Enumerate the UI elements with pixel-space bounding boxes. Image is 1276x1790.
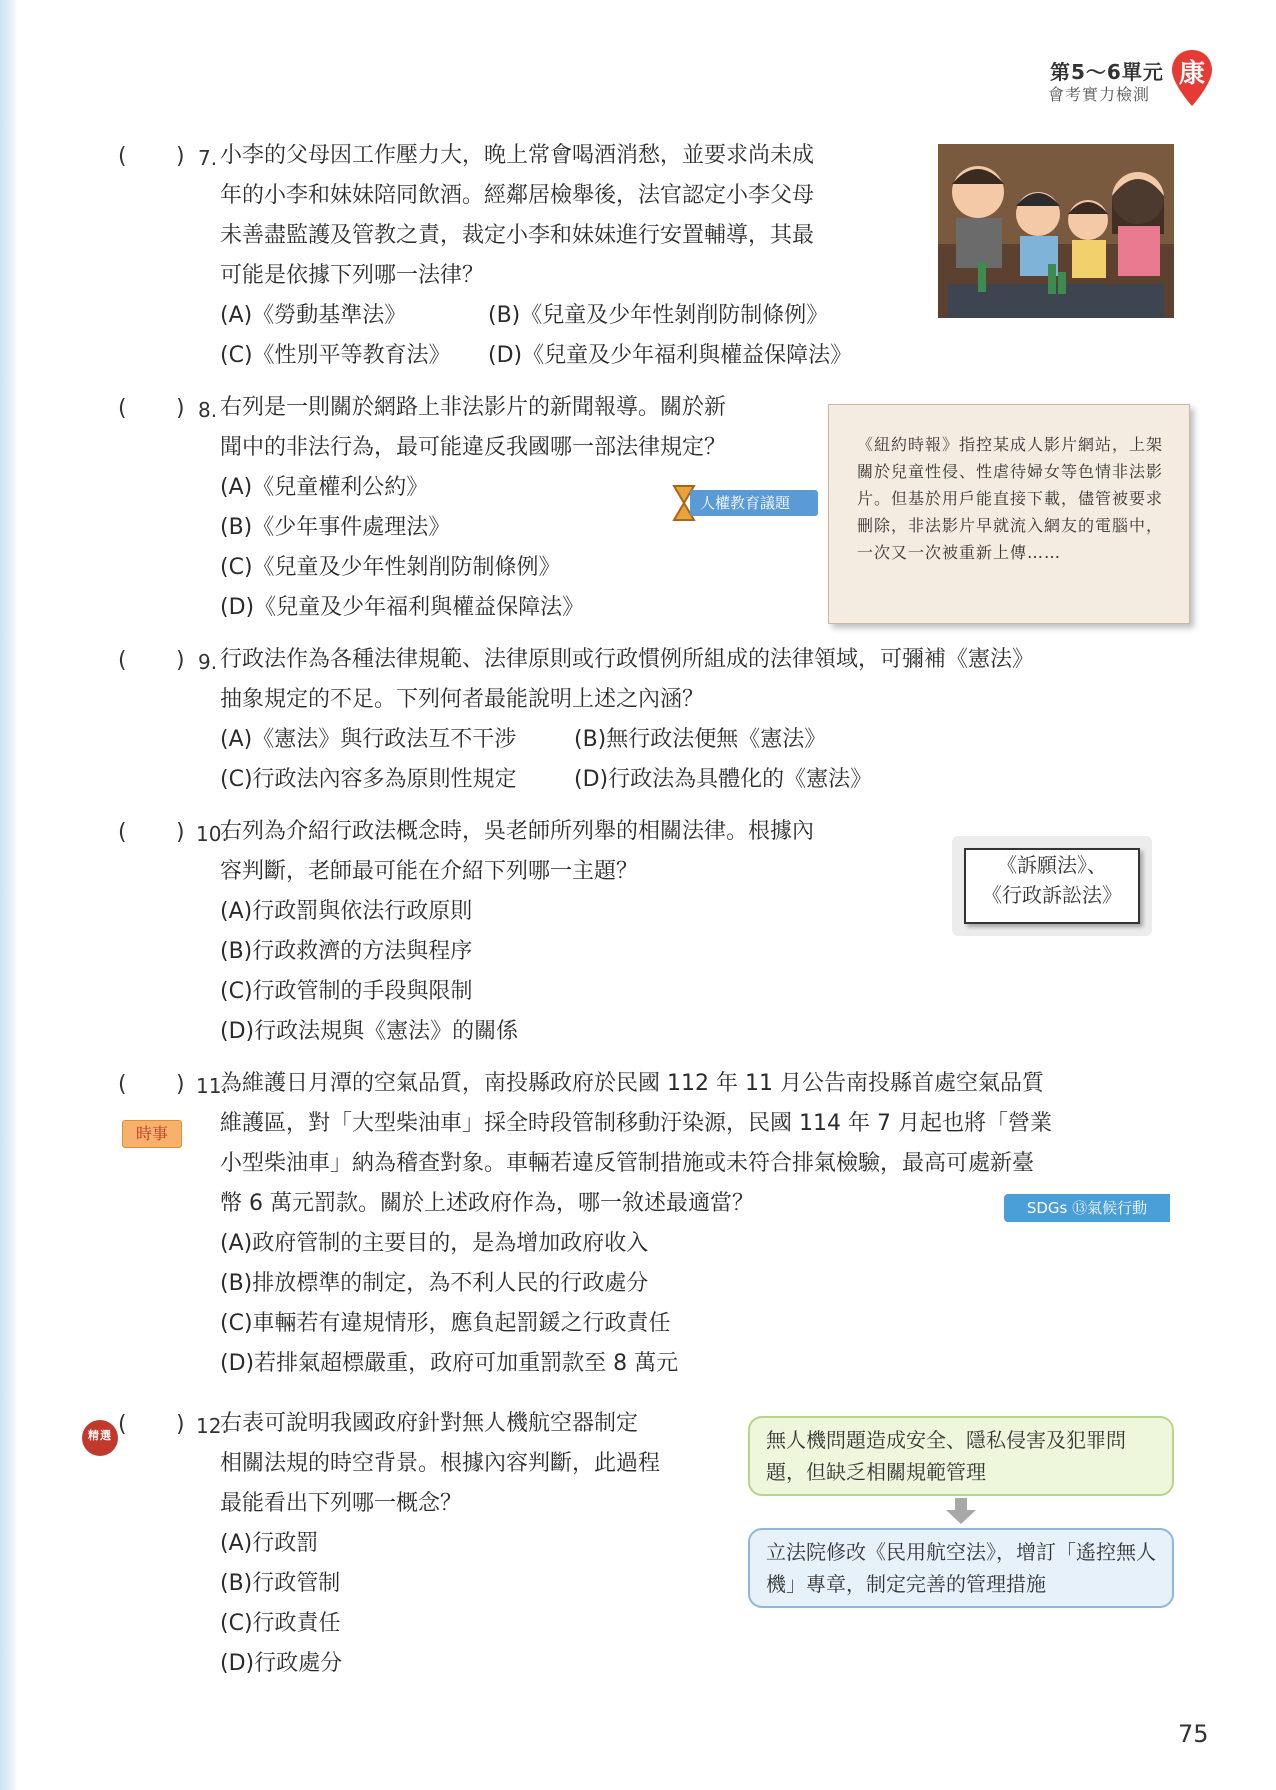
q11-option-c: (C)車輛若有違規情形，應負起罰鍰之行政責任 [220, 1311, 671, 1336]
q9-option-d: (D)行政法為具體化的《憲法》 [574, 767, 873, 792]
q12-option-a: (A)行政罰 [220, 1531, 319, 1556]
seal-text: 精選 [88, 1429, 112, 1442]
answer-paren-left: ( [118, 1072, 127, 1097]
q8-option-a: (A)《兒童權利公約》 [220, 475, 429, 500]
q10-line-1: 右列為介紹行政法概念時，吳老師所列舉的相關法律。根據內 [220, 819, 815, 844]
q10-option-c: (C)行政管制的手段與限制 [220, 979, 473, 1004]
q11-line-2: 維護區，對「大型柴油車」採全時段管制移動汙染源，民國 114 年 7 月起也將「營業 [220, 1111, 1052, 1136]
q12-line-3: 最能看出下列哪一概念？ [220, 1491, 463, 1516]
location-pin-badge [1168, 48, 1216, 108]
answer-paren-right: ) [176, 1412, 185, 1437]
q11-line-3: 小型柴油車」納為稽查對象。車輛若違反管制措施或未符合排氣檢驗，最高可處新臺 [220, 1151, 1035, 1176]
q7-line-3: 未善盡監護及管教之責，裁定小李和妹妹進行安置輔導，其最 [220, 223, 815, 248]
answer-paren-right: ) [176, 396, 185, 421]
q10-line-2: 容判斷，老師最可能在介紹下列哪一主題？ [220, 859, 639, 884]
law-list-frame [964, 848, 1140, 924]
sdg-climate-action-tag: SDGs ⑬氣候行動 [1004, 1194, 1170, 1222]
law-item-1: 《訴願法》、 [997, 853, 1107, 877]
q10-option-d: (D)行政法規與《憲法》的關係 [220, 1019, 519, 1044]
q7-line-2: 年的小李和妹妹陪同飲酒。經鄰居檢舉後，法官認定小李父母 [220, 183, 815, 208]
family-drinking-illustration [938, 144, 1174, 318]
answer-paren-right: ) [176, 1072, 185, 1097]
q9-option-b: (B)無行政法便無《憲法》 [574, 727, 827, 752]
question-number: 9. [198, 650, 218, 674]
question-number: 7. [198, 146, 218, 170]
question-number: 8. [198, 398, 218, 422]
drone-law-box [748, 1528, 1174, 1608]
answer-paren-left: ( [118, 648, 127, 673]
drone-problem-text: 無人機問題造成安全、隱私侵害及犯罪問題，但缺乏相關規範管理 [766, 1428, 1126, 1484]
answer-paren-right: ) [176, 144, 185, 169]
q12-option-c: (C)行政責任 [220, 1611, 341, 1636]
q7-line-1: 小李的父母因工作壓力大，晚上常會喝酒消愁，並要求尚未成 [220, 143, 815, 168]
q11-line-1: 為維護日月潭的空氣品質，南投縣政府於民國 112 年 11 月公告南投縣首處空氣品質 [220, 1071, 1044, 1096]
badge-char: 康 [1178, 59, 1205, 89]
down-arrow-icon [946, 1498, 976, 1524]
question-number: 12. [196, 1414, 228, 1438]
q11-option-a: (A)政府管制的主要目的，是為增加政府收入 [220, 1231, 649, 1256]
q9-option-c: (C)行政法內容多為原則性規定 [220, 767, 517, 792]
q7-line-4: 可能是依據下列哪一法律？ [220, 263, 485, 288]
q8-option-d: (D)《兒童及少年福利與權益保障法》 [220, 595, 585, 620]
law-item-2: 《行政訴訟法》 [982, 883, 1122, 907]
q8-option-c: (C)《兒童及少年性剝削防制條例》 [220, 555, 561, 580]
q12-option-b: (B)行政管制 [220, 1571, 341, 1596]
q11-option-b: (B)排放標準的制定，為不利人民的行政處分 [220, 1271, 649, 1296]
q10-option-b: (B)行政救濟的方法與程序 [220, 939, 473, 964]
law-list-box [952, 836, 1152, 936]
q9-option-a: (A)《憲法》與行政法互不干涉 [220, 727, 517, 752]
answer-paren-left: ( [118, 396, 127, 421]
q11-line-4: 幣 6 萬元罰款。關於上述政府作為，哪一敘述最適當？ [220, 1191, 754, 1216]
q7-option-a: (A)《勞動基準法》 [220, 303, 407, 328]
answer-paren-right: ) [176, 648, 185, 673]
page-number: 75 [1178, 1720, 1209, 1748]
answer-paren-left: ( [118, 144, 127, 169]
unit-title: 第5～6單元 [1050, 60, 1164, 84]
news-report-box [828, 404, 1190, 624]
question-number: 11. [196, 1074, 228, 1098]
drone-problem-box [748, 1416, 1174, 1496]
answer-paren-right: ) [176, 820, 185, 845]
drone-law-text: 立法院修改《民用航空法》，增訂「遙控無人機」專章，制定完善的管理措施 [766, 1540, 1156, 1596]
news-report-text: 《紐約時報》指控某成人影片網站，上架關於兒童性侵、性虐待婦女等色情非法影片。但基於用戶能直接下載，儘管被要求刪除，非法影片早就流入網友的電腦中，一次又一次被重新上傳…… [857, 435, 1164, 562]
q12-line-2: 相關法規的時空背景。根據內容判斷，此過程 [220, 1451, 661, 1476]
q7-option-c: (C)《性別平等教育法》 [220, 343, 451, 368]
q8-line-1: 右列是一則關於網路上非法影片的新聞報導。關於新 [220, 395, 727, 420]
selected-question-seal [80, 1418, 120, 1458]
question-number: 10. [196, 822, 228, 846]
q9-line-2: 抽象規定的不足。下列何者最能說明上述之內涵？ [220, 687, 705, 712]
answer-paren-left: ( [118, 1412, 127, 1437]
q12-line-1: 右表可說明我國政府針對無人機航空器制定 [220, 1411, 639, 1436]
answer-paren-left: ( [118, 820, 127, 845]
q12-option-d: (D)行政處分 [220, 1651, 343, 1676]
q8-option-b: (B)《少年事件處理法》 [220, 515, 451, 540]
q9-line-1: 行政法作為各種法律規範、法律原則或行政慣例所組成的法律領域，可彌補《憲法》 [220, 647, 1035, 672]
q7-option-b: (B)《兒童及少年性剝削防制條例》 [488, 303, 829, 328]
unit-subtitle: 會考實力檢測 [1048, 85, 1151, 104]
q7-option-d: (D)《兒童及少年福利與權益保障法》 [488, 343, 853, 368]
human-rights-tag: 人權教育議題 [690, 490, 818, 516]
q10-option-a: (A)行政罰與依法行政原則 [220, 899, 473, 924]
page-edge-gradient [0, 0, 18, 1790]
q8-line-2: 聞中的非法行為，最可能違反我國哪一部法律規定？ [220, 435, 727, 460]
current-events-tag: 時事 [122, 1120, 182, 1148]
q11-option-d: (D)若排氣超標嚴重，政府可加重罰款至 8 萬元 [220, 1351, 679, 1376]
